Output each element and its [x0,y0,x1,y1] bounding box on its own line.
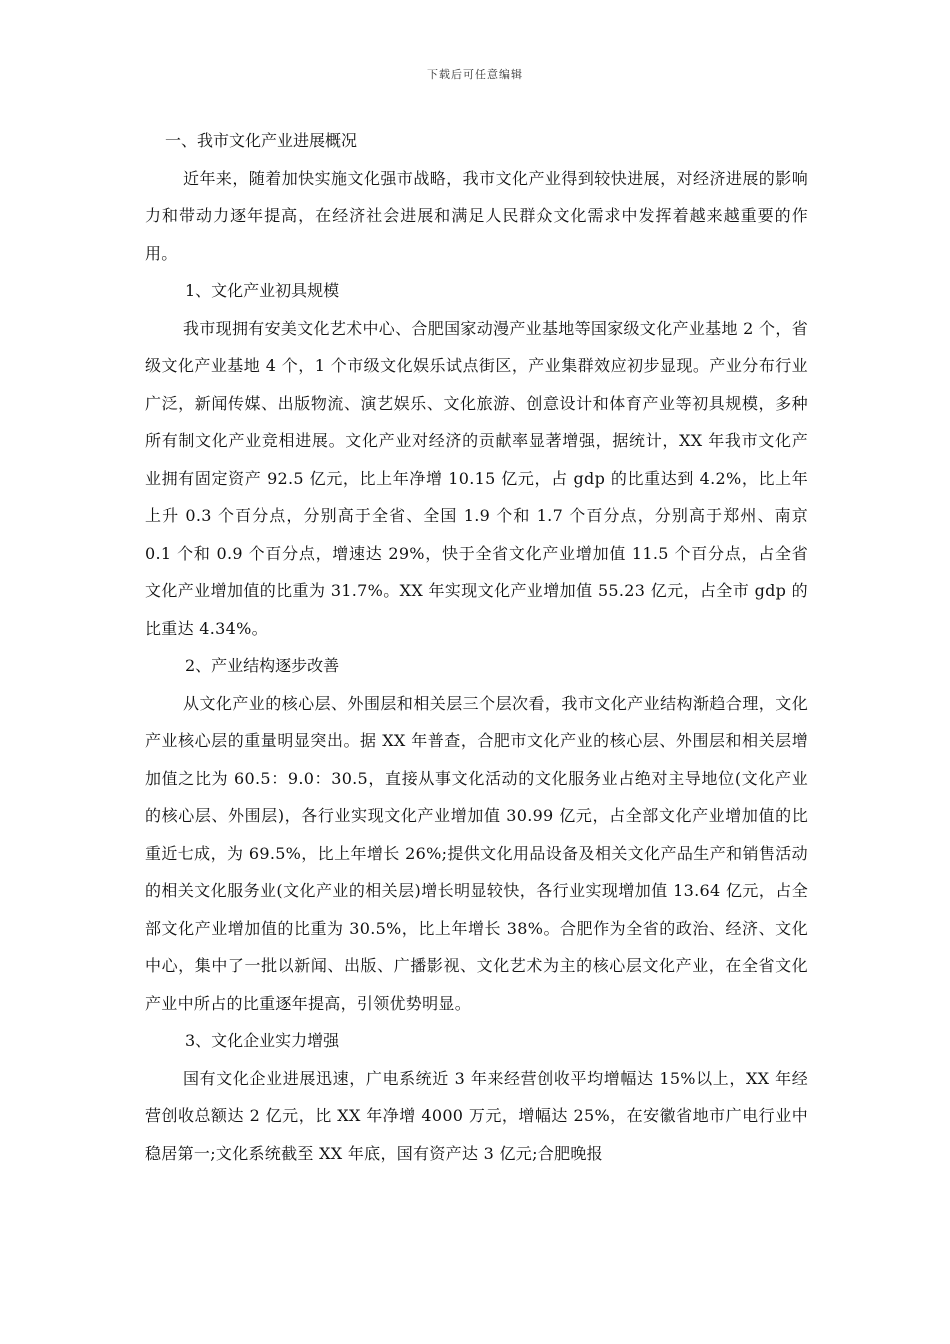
subsection-body-3: 国有文化企业进展迅速，广电系统近 3 年来经营创收平均增幅达 15%以上，XX 年经营创收总额达 2 亿元，比 XX 年净增 4000 万元，增幅达 25%，在安徽省地市广电行业中稳居第一;文化系统截至 XX 年底，国有资产达 3 亿元;合肥晚报 [145,1068,808,1163]
subsection-heading-1: 1、文化产业初具规模 [185,281,340,300]
subsection-body-2: 从文化产业的核心层、外围层和相关层三个层次看，我市文化产业结构渐趋合理，文化产业核心层的重量明显突出。据 XX 年普查，合肥市文化产业的核心层、外围层和相关层增加值之比为 60.5：9.0：30.5，直接从事文化活动的文化服务业占绝对主导地位(文化产业的核心层、外围层)，各行业实现文化产业增加值 30.99 亿元，占全部文化产业增加值的比重近七成，为 69.5%，比上年增长 26%;提供文化用品设备及相关文化产品生产和销售活动的相关文化服务业(文化产业的相关层)增长明显较快，各行业实现增加值 13.64 亿元，占全部文化产业增加值的比重为 30.5%，比上年增长 38%。合肥作为全省的政治、经济、文化中心，集中了一批以新闻、出版、广播影视、文化艺术为主的核心层文化产业，在全省文化产业中所占的比重逐年提高，引领优势明显。 [145,693,808,1013]
document-body [145,122,808,1172]
subsection-heading-3: 3、文化企业实力增强 [185,1031,340,1050]
page-header: 下载后可任意编辑 [427,68,523,81]
subsection-body-1: 我市现拥有安美文化艺术中心、合肥国家动漫产业基地等国家级文化产业基地 2 个，省级文化产业基地 4 个，1 个市级文化娱乐试点街区，产业集群效应初步显现。产业分布行业广泛，新闻传媒、出版物流、演艺娱乐、文化旅游、创意设计和体育产业等初具规模，多种所有制文化产业竞相进展。文化产业对经济的贡献率显著增强，据统计，XX 年我市文化产业拥有固定资产 92.5 亿元，比上年净增 10.15 亿元，占 gdp 的比重达到 4.2%，比上年上升 0.3 个百分点，分别高于全省、全国 1.9 个和 1.7 个百分点，分别高于郑州、南京 0.1 个和 0.9 个百分点，增速达 29%，快于全省文化产业增加值 11.5 个百分点，占全省文化产业增加值的比重为 31.7%。XX 年实现文化产业增加值 55.23 亿元，占全市 gdp 的比重达 4.34%。 [145,318,808,638]
section-heading: 一、我市文化产业进展概况 [165,131,358,150]
subsection-heading-2: 2、产业结构逐步改善 [185,656,340,675]
intro-paragraph: 近年来，随着加快实施文化强市战略，我市文化产业得到较快进展，对经济进展的影响力和带动力逐年提高，在经济社会进展和满足人民群众文化需求中发挥着越来越重要的作用。 [145,168,808,263]
